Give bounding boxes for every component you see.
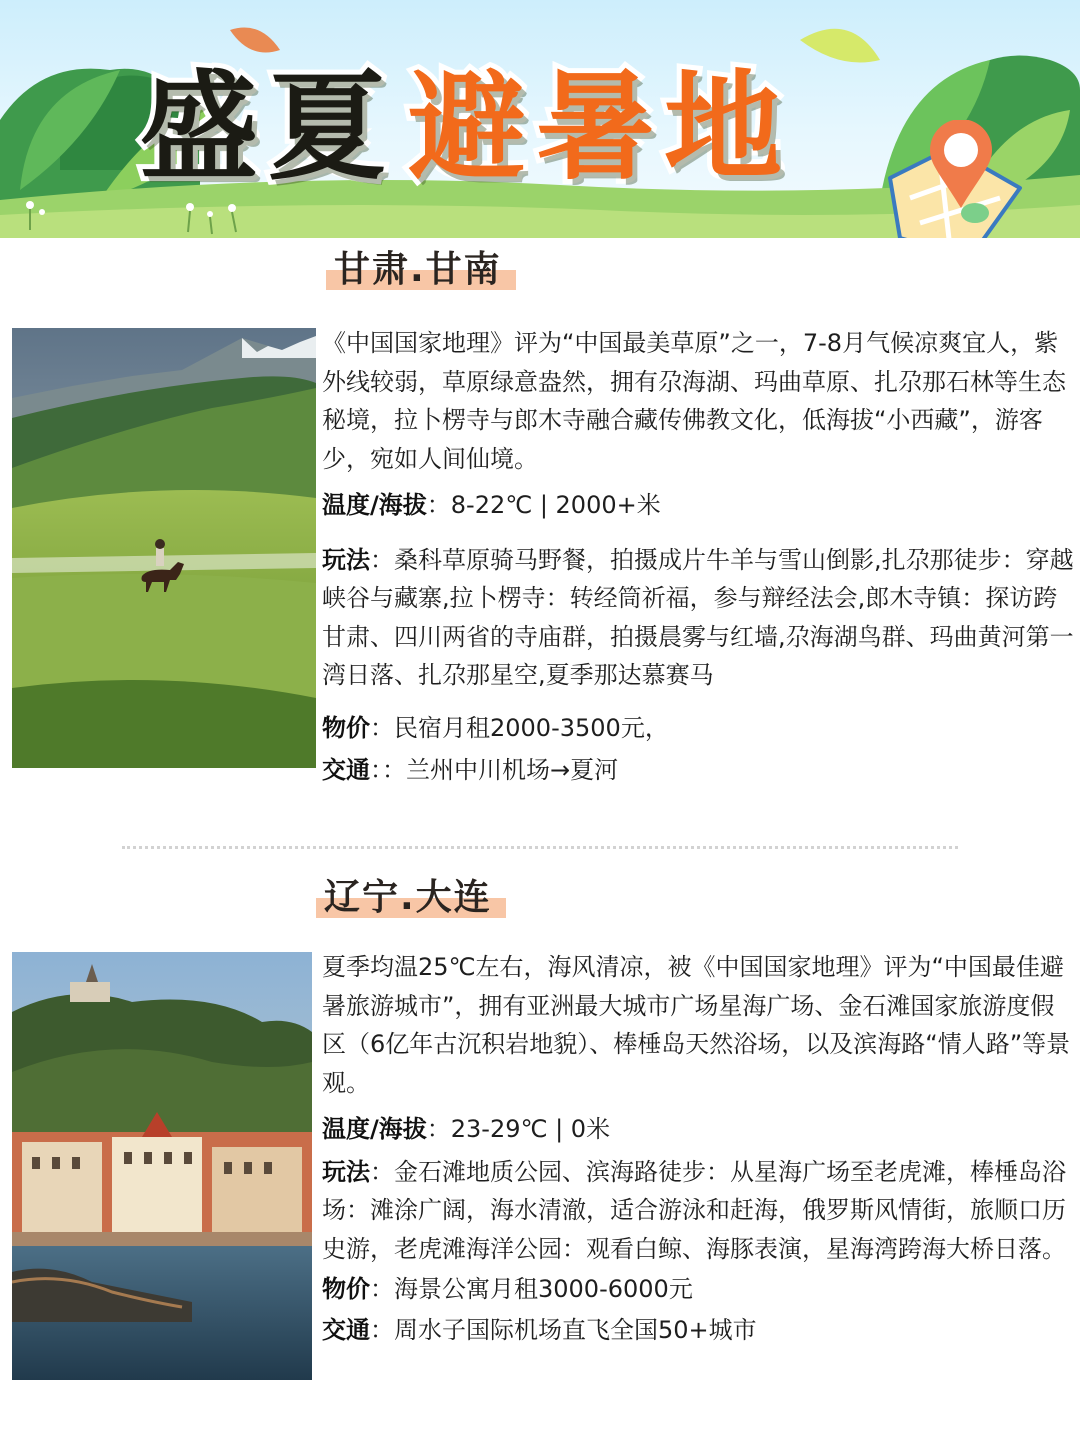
temperature-value: ：8-22℃ | 2000+米 — [426, 491, 661, 519]
transport-value: ：周水子国际机场直飞全国50+城市 — [370, 1315, 757, 1344]
gannan-details — [322, 324, 1078, 790]
dalian-price — [322, 1270, 1078, 1309]
photo-dalian-coast — [12, 952, 312, 1380]
dalian-transport — [322, 1311, 1078, 1350]
dalian-temperature — [322, 1110, 1078, 1149]
title-banner — [0, 0, 1080, 238]
activities-label: 玩法 — [322, 545, 370, 574]
price-label: 物价 — [322, 1275, 370, 1303]
title-part-2: 避暑地 — [408, 58, 793, 196]
activities-value: ：金石滩地质公园、滨海路徒步：从星海广场至老虎滩，棒棰岛浴场：滩涂广阔，海水清澈，适合游泳和赶海，俄罗斯风情街，旅顺口历史游，老虎滩海洋公园：观看白鲸、海豚表演，星海湾跨海大桥日落。 — [322, 1157, 1066, 1263]
transport-value: ：：兰州中川机场→夏河 — [370, 756, 619, 784]
price-value: ：海景公寓月租3000-6000元 — [370, 1275, 693, 1303]
gannan-activities — [322, 541, 1078, 695]
temperature-label: 温度/海拔 — [322, 1115, 427, 1143]
region-heading-label: 甘肃.甘南 — [334, 249, 502, 290]
page-title — [140, 52, 792, 202]
gannan-temperature — [322, 486, 1078, 525]
price-label: 物价 — [322, 713, 370, 742]
map-pin-icon — [926, 120, 996, 210]
transport-label: 交通 — [322, 1315, 370, 1344]
price-value: ：民宿月租2000-3500元， — [370, 713, 669, 742]
activities-value: ：桑科草原骑马野餐，拍摄成片牛羊与雪山倒影,扎尕那徒步：穿越峡谷与藏寨,拉卜楞寺：转经筒祈福，参与辩经法会,郎木寺镇：探访跨甘肃、四川两省的寺庙群，拍摄晨雾与红墙,尕海湖鸟群、玛曲黄河第一湾日落、扎尕那星空,夏季那达慕赛马 — [322, 545, 1074, 689]
temperature-label: 温度/海拔 — [322, 491, 427, 519]
gannan-description: 《中国国家地理》评为“中国最美草原”之一，7-8月气候凉爽宜人，紫外线较弱，草原绿意盎然，拥有尕海湖、玛曲草原、扎尕那石林等生态秘境，拉卜楞寺与郎木寺融合藏传佛教文化，低海拔“小西藏”，游客少，宛如人间仙境。 — [322, 329, 1066, 473]
temperature-value: ：23-29℃ | 0米 — [426, 1115, 611, 1143]
section-divider — [122, 846, 958, 849]
photo-gannan-grassland — [12, 328, 316, 768]
transport-label: 交通 — [322, 756, 370, 784]
region-heading-dalian — [316, 877, 506, 918]
dalian-activities — [322, 1153, 1078, 1269]
dalian-description: 夏季均温25℃左右，海风清凉，被《中国国家地理》评为“中国最佳避暑旅游城市”，拥有亚洲最大城市广场星海广场、金石滩国家旅游度假区（6亿年古沉积岩地貌）、棒棰岛天然浴场，以及滨海路“情人路”等景观。 — [322, 953, 1071, 1097]
activities-label: 玩法 — [322, 1157, 370, 1186]
dalian-details — [322, 948, 1078, 1349]
region-heading-gannan — [326, 249, 516, 290]
gannan-price — [322, 709, 1078, 748]
gannan-transport — [322, 751, 1078, 790]
title-part-1: 盛夏 — [140, 58, 397, 196]
region-heading-label: 辽宁.大连 — [324, 877, 492, 918]
